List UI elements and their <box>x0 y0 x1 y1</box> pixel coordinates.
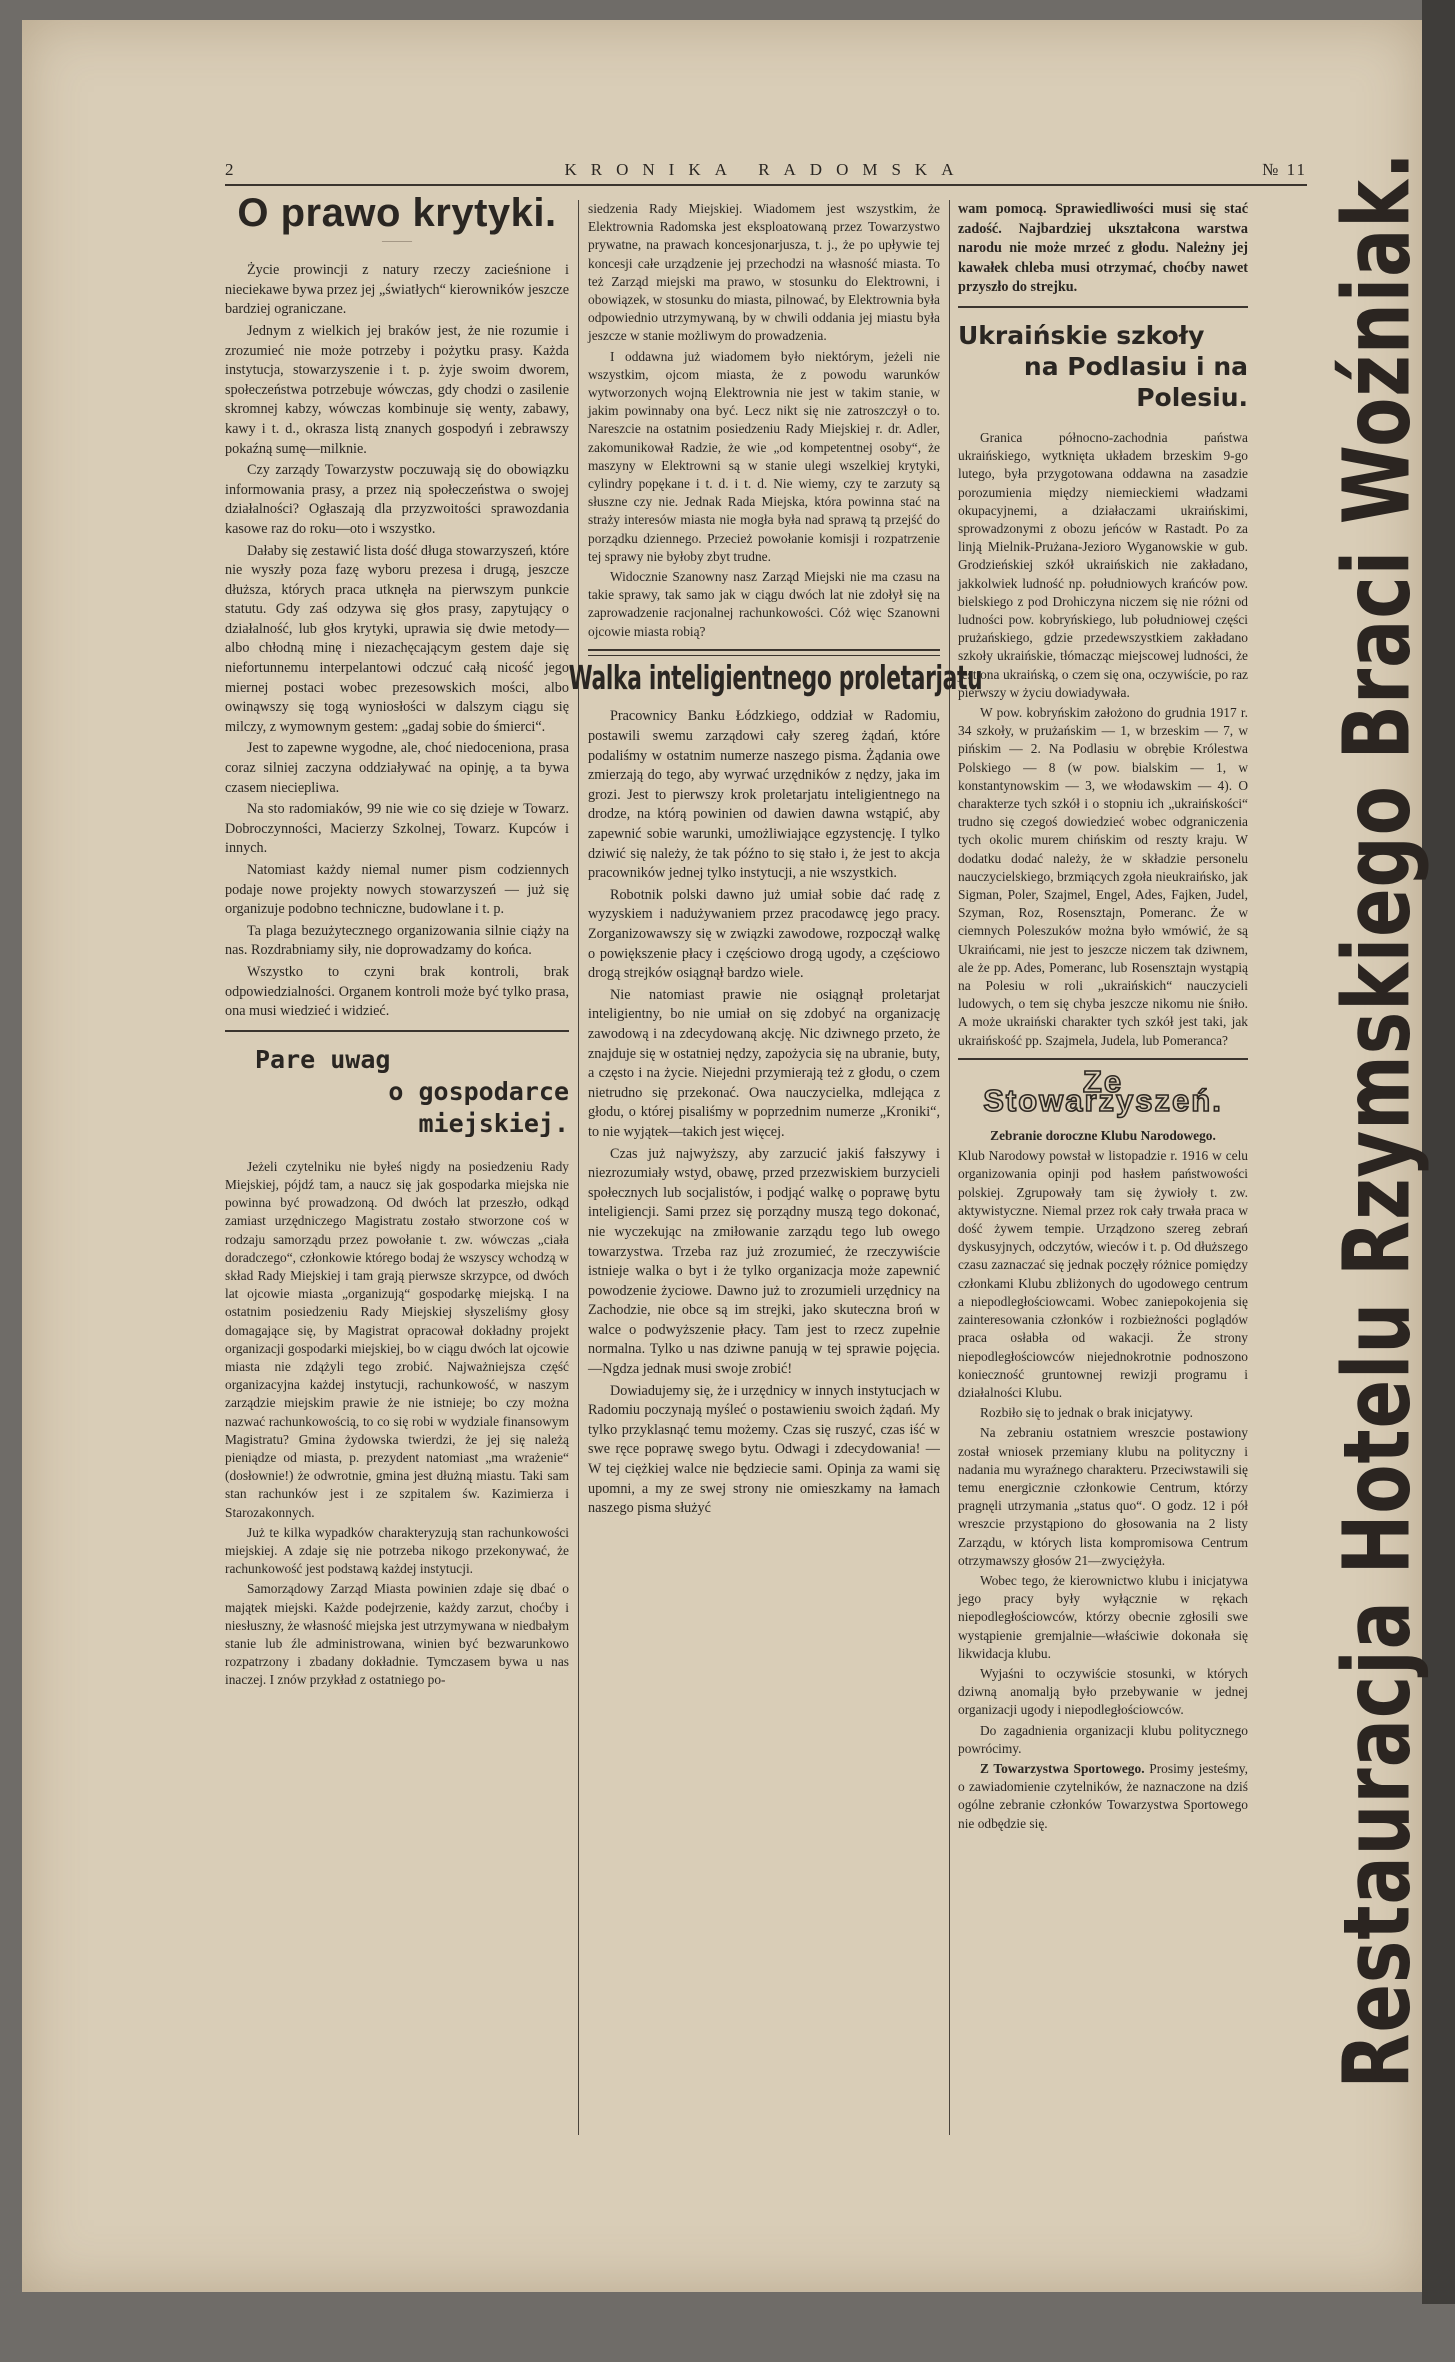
vertical-advertisement <box>1322 151 1432 2089</box>
section-rule <box>958 1058 1248 1060</box>
section-rule <box>588 655 940 656</box>
article-paragraph: Natomiast każdy niemal numer pism codziennych podaje nowe projekty nowych stowarzyszeń — już się organizuje podobno techniczne, budowlane i t. p. <box>225 862 569 918</box>
article-paragraph: Już te kilka wypadków charakteryzują stan rachunkowości miejskiej. A zdaje się nie potrzeba nikogo przekonywać, że rachunkowość jest podstawą każdej instytucji. <box>225 1524 569 1577</box>
article-paragraph: siedzenia Rady Miejskiej. Wiadomem jest wszystkim, że Elektrownia Radomska jest eksploatowaną przez Towarzystwo prywatne, na prawach koncesjonarjusza, t. j., że po upływie tej koncesji całe urządzenie jej przechodzi na własność miasta. To też Zarząd miejski ma prawo, w stosunku do Elektrowni, i obowiązek, w stosunku do miasta, pilnować, by Elektrownia była odpowiednio utrzymywaną, by w chwili oddania jej miastu była jeszcze w stanie możliwym do prowadzenia. <box>588 201 940 344</box>
column-divider <box>949 200 950 2135</box>
article-paragraph: Jest to zapewne wygodne, ale, choć niedoceniona, prasa coraz silniej zaczyna oddziaływać na opinję, a ta bywa czasem nieciepliwa. <box>225 740 569 796</box>
article-paragraph: W pow. kobryńskim założono do grudnia 1917 r. 34 szkoły, w prużańskim — 1, w brzeskim — 7, w pińskim — 2. Na Podlasiu w obrębie Królestwa Polskiego — 8 (w pow. bialskim — 1, w konstantynowskim — 3, we włodawskim — 4). O charakterze tych szkół i o stopniu ich „ukraińskości“ trudno się czegoś dowiedzieć wobec odgraniczenia tych okolic murem chińskim od reszty kraju. W dodatku dodać należy, że w składzie personelu nauczycielskiego, brzmiących zgoła nieukraińsko, jak Sigman, Poler, Szajmel, Engel, Ades, Fajken, Judel, Szyman, Roz, Rosensztajn, Pomeranc. Że w ciemnych Poleszuków można było wmówić, że są Ukraińcami, nie jest to jeszcze niczem tak dziwnem, ale że pp. Ades, Pomeranc, lub Rosensztajn wystąpią na Polesiu w roli „ukraińskich“ nauczycieli ludowych, o tem się chyba jeszcze nikomu nie śniło. A może ukraiński charakter tych szkół jest taki, jak ukraińskość pp. Szajmela, Judela, lub Pomeranca? <box>958 705 1248 1048</box>
article-paragraph: Ta plaga bezużytecznego organizowania silnie ciąży na nas. Rozdrabniamy siły, nie doprowadzamy do końca. <box>225 922 569 959</box>
subheading-klub-narodowy: Zebranie doroczne Klubu Narodowego. <box>990 1128 1216 1144</box>
page-number: 2 <box>225 160 234 179</box>
column-middle <box>568 200 983 1521</box>
headline-o-prawo-krytyki: O prawo krytyki. <box>237 191 557 235</box>
section-rule <box>225 1030 569 1032</box>
article-paragraph: Jeżeli czytelniku nie byłeś nigdy na posiedzeniu Rady Miejskiej, pójdź tam, a naucz się jak gospodarka miejska nie powinna być prowadzoną. Od dwóch lat przeszło, odkąd zamiast urzędniczego Magistratu zostało stworzone coś w rodzaju samorządu przez powołanie t. zw. wówczas „ciała doradczego“, członkowie którego bodaj że wszyscy wchodzą w skład Rady Miejskiej i tam grają pierwsze skrzypce, od dwóch lat ojcowie miasta „organizują“ gospodarkę miejską. I na ostatnim posiedzeniu Rady Miejskiej słyszeliśmy głosy domagające się, by Magistrat opracował dokładny projekt organizacji gospodarki miejskiej, bo w ciągu dwóch lat ojcowie miasta nie zdążyli tego zrobić. Najważniejsza część organizacyjna każdej instytucji, rachunkowość, w naszym zarządzie miejskim prawie że nie istnieje; bo czy można nazwać rachunkowością, to co się robi w wydziale finansowym Magistratu? Gmina żydowska twierdzi, że jej się należą pieniądze od miasta, p. prezydent natomiast „ma wrażenie“ (dosłownie!) że odwrotnie, gmina jest dłużną miastu. Taki sam stan rachunków jest i ze szpitalem św. Kazimierza i Starozakonnych. <box>225 1158 569 1520</box>
issue-number: № 11 <box>1262 160 1307 179</box>
article-paragraph: Jednym z wielkich jej braków jest, że nie rozumie i zrozumieć nie może potrzeby i pożytku prasy. Każda instytucja, stowarzyszenie i t. p. żyje swoim dworem, społeczeństwa potrzebuje wówczas, gdy chodzi o zasilenie skromnej kabzy, wówczas kombinuje się wenty, zabawy, kawy i t. d., okrasza listą znanych gospodyń i zebrawszy pokaźną sumę—milknie. <box>225 322 569 457</box>
article-paragraph: Granica północno-zachodnia państwa ukraińskiego, wytknięta układem brzeskim 9-go lutego, była przygotowana oddawna na zasadzie porozumienia między niemieckiemi władzami okupacyjnemi, a działaczami ukraińskimi, sprowadzonymi z obozu jeńców w Rastadt. Po za linją Mielnik-Prużana-Jezioro Wyganowskie w gub. Grodzieńskiej szkół ukraińskich nie zakładano, jakkolwiek ludność np. południowych krańców pow. bielskiego z pod Drohiczyna niczem się nie różni od ludności pow. kobryńskiego, lub południowej części prużańskiego, gdzie przedewszystkiem zakładano szkoły ukraińskie, tłómacząc miejscowej ludności, że jest ona ukraińską, o czem się ona, oczywiście, po raz pierwszy w życiu dowiadywała. <box>958 429 1248 700</box>
article-paragraph: I oddawna już wiadomem było niektórym, jeżeli nie wszystkim, ojcom miasta, że z powodu warunków wytworzonych wojną Elektrownia nie jest w takim stanie, w jakim powinnaby ona być. Lecz nikt się nie zatroszczył o to. Nareszcie na ostatnim posiedzeniu Rady Miejskiej r. dr. Adler, zakomunikował Radzie, że wie „od kompetentnej osoby“, że maszyny w Elektrowni są w stanie ulegi wszelkiej krytyki, cylindry popękane i t. d. i t. d. Nie wiemy, czy te zarzuty są słuszne czy nie. Jednak Rada Miejska, która powinna stać na straży interesów miasta nie mogła była nad sprawą tą przejść do porządku dziennego. Przecież powołanie komisji i rozpatrzenie tej sprawy nie byłoby zbyt trudne. <box>588 348 940 564</box>
article-paragraph: Czas już najwyższy, aby zarzucić jakiś fałszywy i niezrozumiały wstyd, obawę, przed przezwiskiem burzycieli społecznych lub socjalistów, i podjąć walkę o poprawę bytu inteligiencji. Sami przez się porządny muszą tego dokonać, nie wyczekując na zmiłowanie zarządu tego lub owego towarzystwa. Trzeba raz już zrozumieć, że rzeczywiście istnieje walka o byt i że tylko organizacja może zapewnić powodzenie życiowe. Dawno już to zrozumieli urzędnicy na Zachodzie, nie obce są im strejki, jako skuteczna broń w walce o podwyższenie płacy. Tam jest to rzecz zupełnie normalna. Tylko u nas dziwne panują w tej sprawie pojęcia.—Ngdza jednak musi swoje zrobić! <box>588 1145 940 1378</box>
article-paragraph: Czy zarządy Towarzystw poczuwają się do obowiązku informowania prasy, a przez nią społeczeństwa o swojej działalności? Ogłaszają dla przyzwoitości sprawozdania kasowe raz do roku—oto i wszystko. <box>225 462 569 537</box>
masthead-title: KRONIKA RADOMSKA <box>564 160 968 179</box>
article-paragraph: Do zagadnienia organizacji klubu politycznego powrócimy. <box>958 1722 1248 1756</box>
column-right <box>958 200 1248 1835</box>
page-header <box>225 160 1307 186</box>
headline-ze-stowarzyszen: Ze Stowarzyszeń. <box>983 1063 1223 1119</box>
headline-walka-proletarjatu: Walka inteligientnego proletarjatu <box>568 657 983 697</box>
article-text: Prosimy jesteśmy, o zawiadomienie czytelników, że naznaczone na dziś ogólne zebranie członków Towarzystwa Sportowego nie odbędzie się. <box>958 1760 1248 1831</box>
column-divider <box>578 200 579 2135</box>
article-paragraph: Dałaby się zestawić lista dość długa stowarzyszeń, które nie wyszły poza fazę wyboru prezesa i drugą, jeszcze dłuższa, których praca utknęła na pierwszym punkcie statutu. Gdy zaś odzywa się głos prasy, zapytujący o działalność, lub głos krytyki, uprawia się dwie metody—albo chłodną minę i niezachęcającym gestem daje się niefortunnemu interpelantowi odczuć całą nicość jego miernej postaci wobec prezesowskich mości, albo owinąwszy się togą wyniosłości w dalszym ciągu się milczy, z wymownym gestem: „gadaj sobie do śmierci“. <box>225 542 569 735</box>
headline-line: Ukraińskie szkoły <box>958 320 1205 350</box>
article-paragraph: Pracownicy Banku Łódzkiego, oddział w Radomiu, postawili swemu zarządowi cały szereg żądań, które podaliśmy w ostatnim numerze naszego pisma. Żądania owe zmierzają do tego, aby wyrwać urzędników z nędzy, jaka im grozi. Jest to pierwszy krok proletarjatu inteligientnego na drodze, na którą powinien od dawien dawna wstąpić, aby zapewnić sobie warunki, umożliwiające egzystencję. I tylko dziwić się należy, że tak późno to się stało i, że jest to akcja pracowników jednej tylko instytucji, a nie wszystkich. <box>588 708 940 882</box>
section-rule <box>958 306 1248 308</box>
article-paragraph: Na zebraniu ostatniem wreszcie postawiony został wniosek przemiany klubu na polityczny i nadania mu wyraźnego charakteru. Przeciwstawili się temu energicznie członkowie Centrum, którzy pragnęli utrzymania „status quo“. O godz. 12 i pół wreszcie przystąpiono do głosowania na 2 listy Zarządu, w których lista kompromisowa Centrum otrzymawszy głosów 21—zwyciężyła. <box>958 1425 1248 1568</box>
article-paragraph: Robotnik polski dawno już umiał sobie dać radę z wyzyskiem i nadużywaniem przez pracodawcę jego pracy. Zorganizowawszy się w związki zawodowe, rozpoczął walkę o powiększenie płacy i częściowo drogą ugody, a częściowo drogą strejków osiągnął bardzo wiele. <box>588 886 940 982</box>
column-left <box>225 191 569 1692</box>
article-paragraph: Na sto radomiaków, 99 nie wie co się dzieje w Towarz. Dobroczynności, Macierzy Szkolnej, Towarz. Kupców i innych. <box>225 801 569 857</box>
article-paragraph: wam pomocą. Sprawiedliwości musi się stać zadość. Najbardziej ukształcona warstwa narodu nie może mrzeć z głodu. Należny jej kawałek chleba musi otrzymać, choćby nawet przyszło do strejku. <box>958 201 1248 296</box>
article-paragraph: Widocznie Szanowny nasz Zarząd Miejski nie ma czasu na takie sprawy, tak samo jak w ciągu dwóch lat nie zdołył się na zaprowadzenie racjonalnej rachunkowości. Cóż więc Szanowni ojcowie miasta robią? <box>588 569 940 639</box>
headline-pare-uwag <box>225 1044 569 1140</box>
headline-line: na Podlasiu i na Polesiu. <box>1023 351 1248 412</box>
article-paragraph: Klub Narodowy powstał w listopadzie r. 1916 w celu organizowania opinji pod hasłem państwowości polskiej. Zgrupowały tam się żywioły t. zw. aktywistyczne. Niemal przez rok cały trwała praca w dość żywem tempie. Urządzono szereg zebrań dyskusyjnych, odczytów, wieców i t. p. Od dłuższego czasu zaznaczać się jednak poczęły różnice pomiędzy członkami Klubu zbliżonych do ugodowego centrum a niepodległościowcami. Wobec zaniepokojenia się zainteresowania członków i rozbieżności poglądów praca osłabła od wakacji. Że strony niepodległościowców niejednokrotnie podnoszono konieczność gruntownej rewizji programu i działalności Klubu. <box>958 1148 1248 1400</box>
article-paragraph: Wobec tego, że kierownictwo klubu i inicjatywa jego pracy były wyłącznie w rękach niepodległościowców, którzy obecnie zgłosili swe wystąpienie gremjalnie—właściwie dokonała się likwidacja klubu. <box>958 1572 1248 1661</box>
article-paragraph: Nie natomiast prawie nie osiągnął proletarjat inteligientny, bo nie umiał on się zdobyć na organizację zawodową i na zdecydowaną akcję. Nic dziwnego przeto, że znajduje się w ostatniej nędzy, zapożycia się na ubranie, buty, a często i na życie. Niejedni przymierają też z głodu, o czem nietrudno się przekonać. Owa nauczycielka, mdlejąca z głodu, o której pisaliśmy w poprzednim numerze „Kroniki“, to nie wyjątek—takich jest więcej. <box>588 986 940 1140</box>
advert-text-wrap <box>1324 0 1431 2362</box>
section-rule <box>588 649 940 651</box>
subheading-towarzystwo-sportowe: Z Towarzystwa Sportowego. <box>980 1760 1145 1776</box>
article-paragraph: Wyjaśni to oczywiście stosunki, w których dziwną anomalją było przebywanie w jednej organizacji ugody i niepodległościowców. <box>958 1665 1248 1718</box>
article-paragraph: Dowiadujemy się, że i urzędnicy w innych instytucjach w Radomiu poczynają myśleć o postawieniu swoich żądań. My tylko przyklasnąć temu możemy. Czas się ruszyć, czas iść w swe ręce poprawę swego bytu. Odwagi i zdecydowania! — W tej ciężkiej walce nie będziecie sami. Opinja za wami się upomni, a my ze swej strony nie omieszkamy na łamach naszego pisma służyć <box>588 1382 940 1517</box>
advert-text: Restauracja Hotelu Rzymskiego Braci Woźniak. <box>1323 151 1431 2089</box>
headline-line: o gospodarce miejskiej. <box>388 1076 569 1138</box>
article-paragraph: Samorządowy Zarząd Miasta powinien zdaje się dbać o majątek miejski. Każde podejrzenie, każdy zarzut, choćby i niesłuszny, że własność miejska jest utrzymywana w niedbałym stanie lub źle administrowana, winien być bezwarunkowo rozpatrzony i zbadany dokładnie. Tymczasem bywa u nas inaczej. I znów przykład z ostatniego po- <box>225 1581 569 1688</box>
article-paragraph: Życie prowincji z natury rzeczy zacieśnione i nieciekawe bywa przez jej „światłych“ kierowników jeszcze bardziej ograniczane. <box>225 262 569 318</box>
headline-line: Pare uwag <box>255 1044 391 1074</box>
article-paragraph: Wszystko to czyni brak kontroli, brak odpowiedzialności. Organem kontroli może być tylko prasa, ona musi wiedzieć i widzieć. <box>225 963 569 1020</box>
headline-ukrainskie-szkoly <box>958 320 1248 413</box>
ornament: ――― <box>382 235 412 247</box>
article-paragraph: Rozbiło się to jednak o brak inicjatywy. <box>980 1405 1193 1421</box>
